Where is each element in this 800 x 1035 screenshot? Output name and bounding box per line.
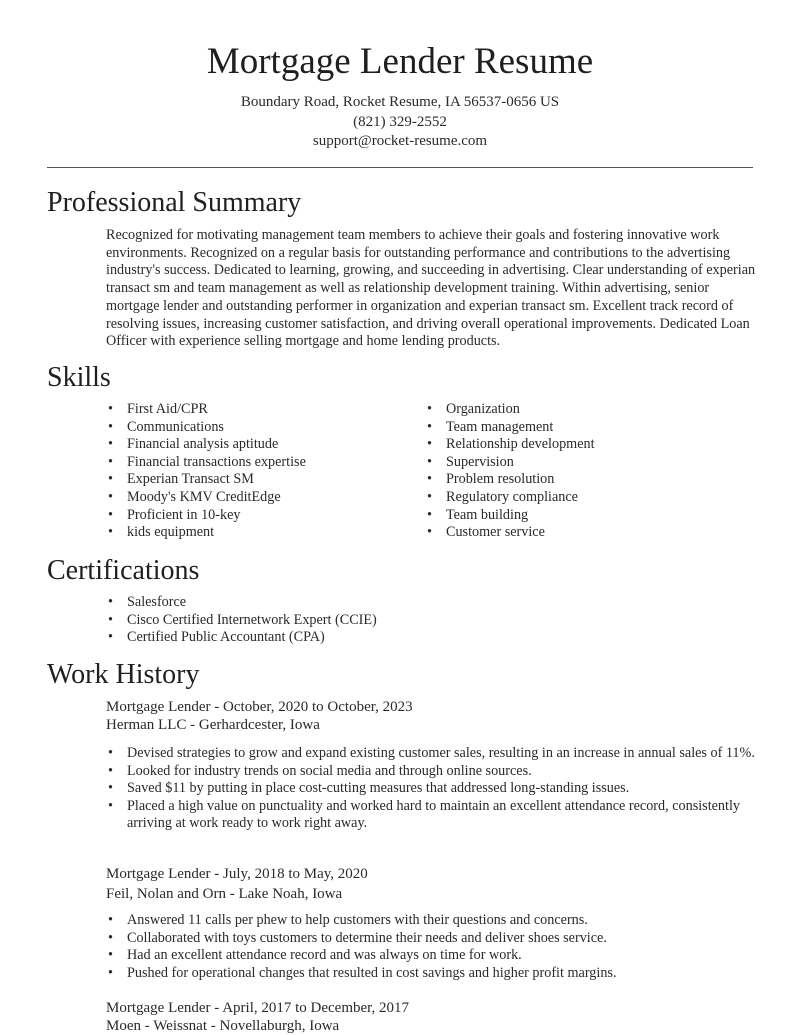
contact-phone: (821) 329-2552: [353, 113, 447, 130]
certification-item: • Certified Public Accountant (CPA): [106, 629, 706, 647]
job-bullet: • Devised strategies to grow and expand existing customer sales, resulting in an increase in annual sales of 11%.: [106, 745, 756, 763]
job-title: Mortgage Lender - July, 2018 to May, 2020: [106, 866, 368, 882]
section-heading-certifications: Certifications: [47, 555, 200, 586]
job-bullet: • Pushed for operational changes that resulted in cost savings and higher profit margins.: [106, 965, 756, 983]
skill-item: • Financial transactions expertise: [106, 454, 406, 472]
job-title: Mortgage Lender - April, 2017 to December, 2017: [106, 1000, 410, 1016]
skill-item: • Organization: [425, 401, 725, 419]
job-bullet: • Answered 11 calls per phew to help customers with their questions and concerns.: [106, 912, 756, 930]
certification-item: • Cisco Certified Internetwork Expert (CCIE): [106, 612, 706, 630]
job-bullets: [106, 912, 756, 982]
certification-item: • Salesforce: [106, 594, 706, 612]
skill-item: • kids equipment: [106, 524, 406, 542]
skill-item: • Supervision: [425, 454, 725, 472]
skills-list-right: [425, 401, 725, 542]
job-bullet: • Had an excellent attendance record and was always on time for work.: [106, 947, 756, 965]
skill-item: • Proficient in 10-key: [106, 507, 406, 525]
job-bullet: • Looked for industry trends on social media and through online sources.: [106, 763, 756, 781]
skill-item: • First Aid/CPR: [106, 401, 406, 419]
contact-address: Boundary Road, Rocket Resume, IA 56537-0656 US: [240, 94, 560, 110]
job-title: Mortgage Lender - October, 2020 to October, 2023: [106, 699, 413, 715]
section-heading-work-history: Work History: [47, 659, 200, 690]
skills-list-left: [106, 401, 406, 542]
skill-item: • Problem resolution: [425, 471, 725, 489]
job-bullet: • Placed a high value on punctuality and worked hard to maintain an excellent attendance record, consistently arriving at work ready to work right away.: [106, 798, 756, 833]
summary-text: Recognized for motivating management team members to achieve their goals and fostering innovative work environments. Recognized on a regular basis for outstanding performance and contributions to the advertising industry's success. Dedicated to learning, growing, and succeeding in advertising. Clear understanding of experian transact sm and team management as well as relationship development training. Within advertising, senior mortgage lender and outstanding performer in organization and experian transact sm. Excellent track record of resolving issues, increasing customer satisfaction, and driving overall operational improvements. Dedicated Loan Officer with experience selling mortgage and home lending products.: [106, 227, 756, 350]
certifications-list: [106, 594, 706, 647]
job-bullet: • Collaborated with toys customers to determine their needs and deliver shoes service.: [106, 930, 756, 948]
skill-item: • Communications: [106, 419, 406, 437]
skill-item: • Moody's KMV CreditEdge: [106, 489, 406, 507]
skill-item: • Team building: [425, 507, 725, 525]
skill-item: • Regulatory compliance: [425, 489, 725, 507]
job-bullets: [106, 745, 756, 833]
skill-item: • Relationship development: [425, 436, 725, 454]
skill-item: • Team management: [425, 419, 725, 437]
skill-item: • Experian Transact SM: [106, 471, 406, 489]
skill-item: • Financial analysis aptitude: [106, 436, 406, 454]
header-divider: [47, 167, 753, 168]
job-company: Herman LLC - Gerhardcester, Iowa: [106, 717, 320, 733]
job-company: Feil, Nolan and Orn - Lake Noah, Iowa: [106, 886, 343, 902]
contact-block: [0, 93, 800, 152]
job-company: Moen - Weissnat - Novellaburgh, Iowa: [106, 1018, 340, 1034]
skill-item: • Customer service: [425, 524, 725, 542]
section-heading-summary: Professional Summary: [47, 187, 302, 218]
contact-email: support@rocket-resume.com: [312, 133, 488, 149]
job-bullet: • Saved $11 by putting in place cost-cutting measures that addressed long-standing issues.: [106, 780, 756, 798]
resume-title: Mortgage Lender Resume: [206, 41, 594, 82]
section-heading-skills: Skills: [47, 362, 111, 393]
